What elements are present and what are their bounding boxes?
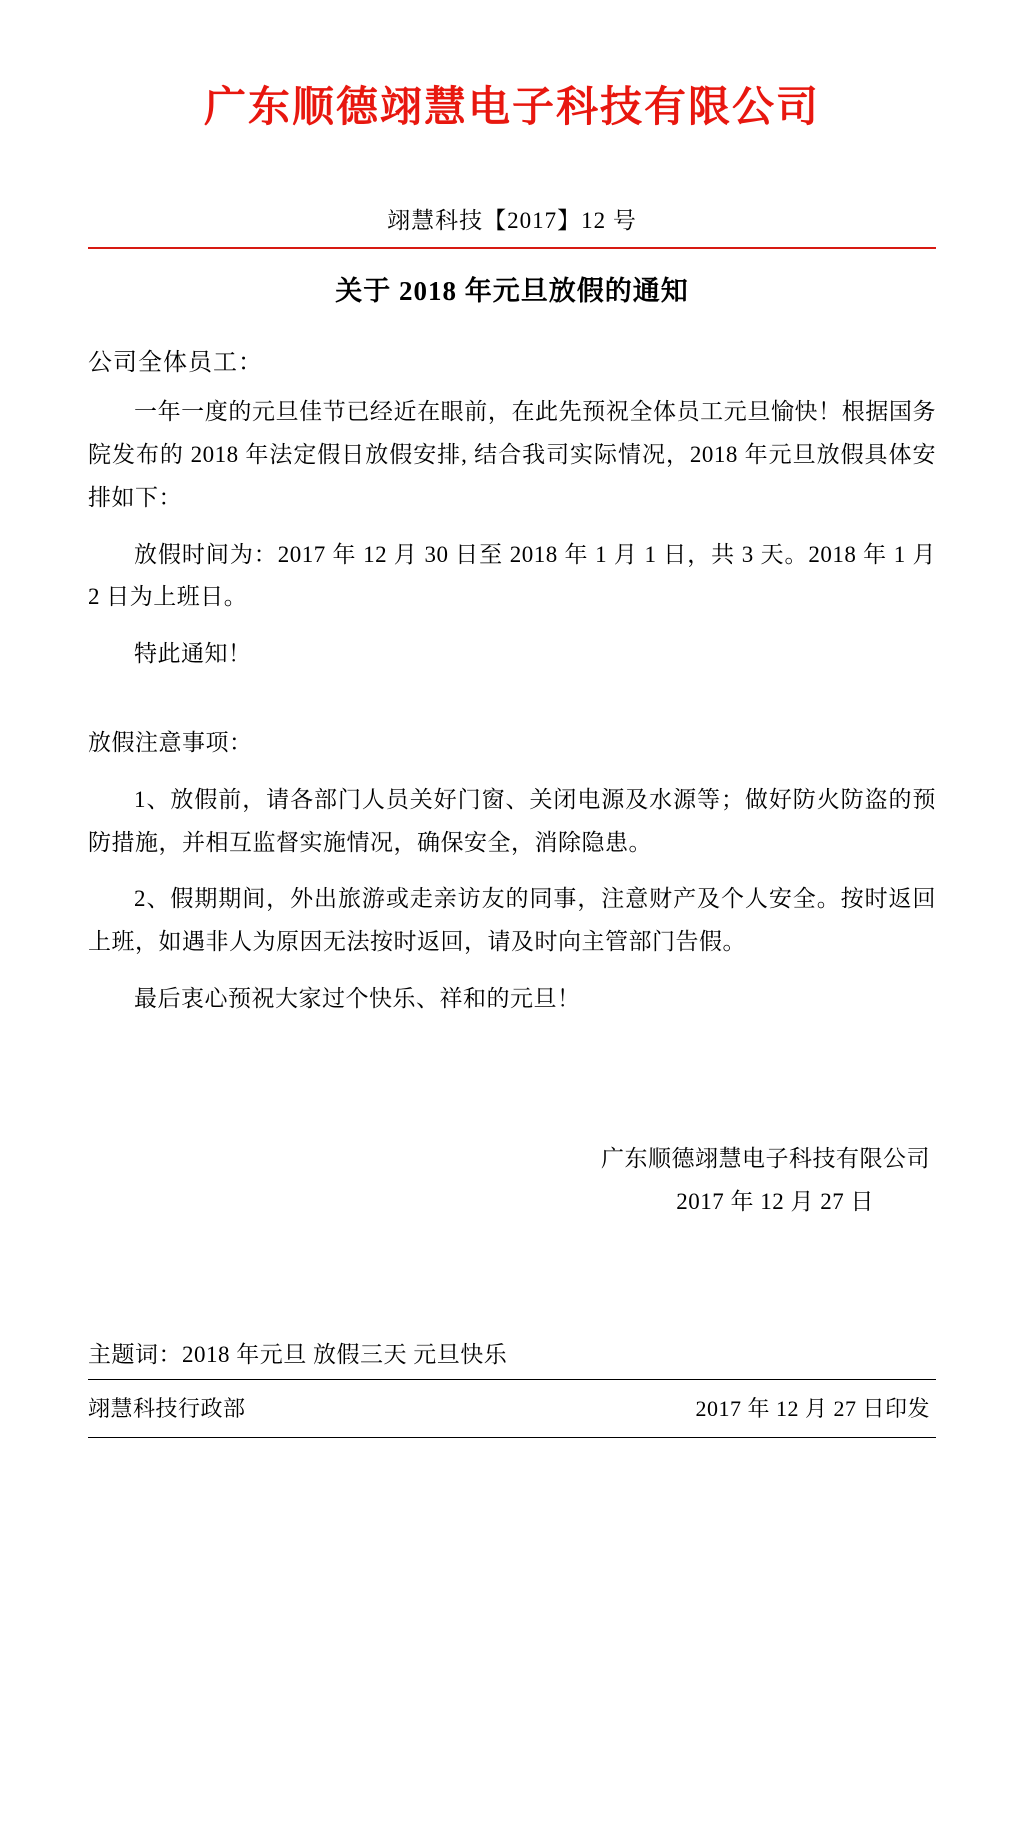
paragraph-spacer: [88, 676, 936, 722]
body-paragraph-3: 特此通知！: [134, 641, 252, 667]
footer-issuer: 翊慧科技行政部: [88, 1395, 246, 1421]
signature-company: 广东顺德翊慧电子科技有限公司: [601, 1145, 930, 1171]
closing-wish: 最后衷心预祝大家过个快乐、祥和的元旦！: [134, 985, 581, 1011]
document-number: 翊慧科技【2017】12 号: [387, 208, 637, 234]
footer-divider-bottom: [88, 1437, 936, 1438]
body-paragraph-2: 放假时间为：2017 年 12 月 30 日至 2018 年 1 月 1 日，共 3 天。2018 年 1 月 2 日为上班日。: [88, 541, 936, 610]
document-page: [0, 82, 1024, 1837]
document-footer: [88, 1380, 936, 1423]
notice-items-heading: 放假注意事项：: [88, 729, 253, 755]
notice-item-2: 2、假期期间，外出旅游或走亲访友的同事，注意财产及个人安全。按时返回上班，如遇非人为原因无法按时返回，请及时向主管部门告假。: [88, 886, 936, 955]
keywords-line: 主题词：2018 年元旦 放假三天 元旦快乐: [88, 1341, 508, 1367]
organization-title: 广东顺德翊慧电子科技有限公司: [203, 82, 820, 131]
notice-item-1: 1、放假前，请各部门人员关好门窗、关闭电源及水源等；做好防火防盗的预防措施，并相互监督实施情况，确保安全，消除隐患。: [88, 786, 936, 855]
red-divider: [88, 247, 936, 249]
body-paragraph-1: 一年一度的元旦佳节已经近在眼前，在此先预祝全体员工元旦愉快！根据国务院发布的 2018 年法定假日放假安排, 结合我司实际情况，2018 年元旦放假具体安排如下：: [88, 399, 937, 510]
signature-block: [88, 1137, 936, 1224]
salutation: 公司全体员工：: [88, 350, 263, 377]
footer-issue-date: 2017 年 12 月 27 日印发: [695, 1395, 930, 1421]
document-title: 关于 2018 年元旦放假的通知: [335, 276, 689, 307]
signature-date: 2017 年 12 月 27 日: [676, 1189, 874, 1215]
